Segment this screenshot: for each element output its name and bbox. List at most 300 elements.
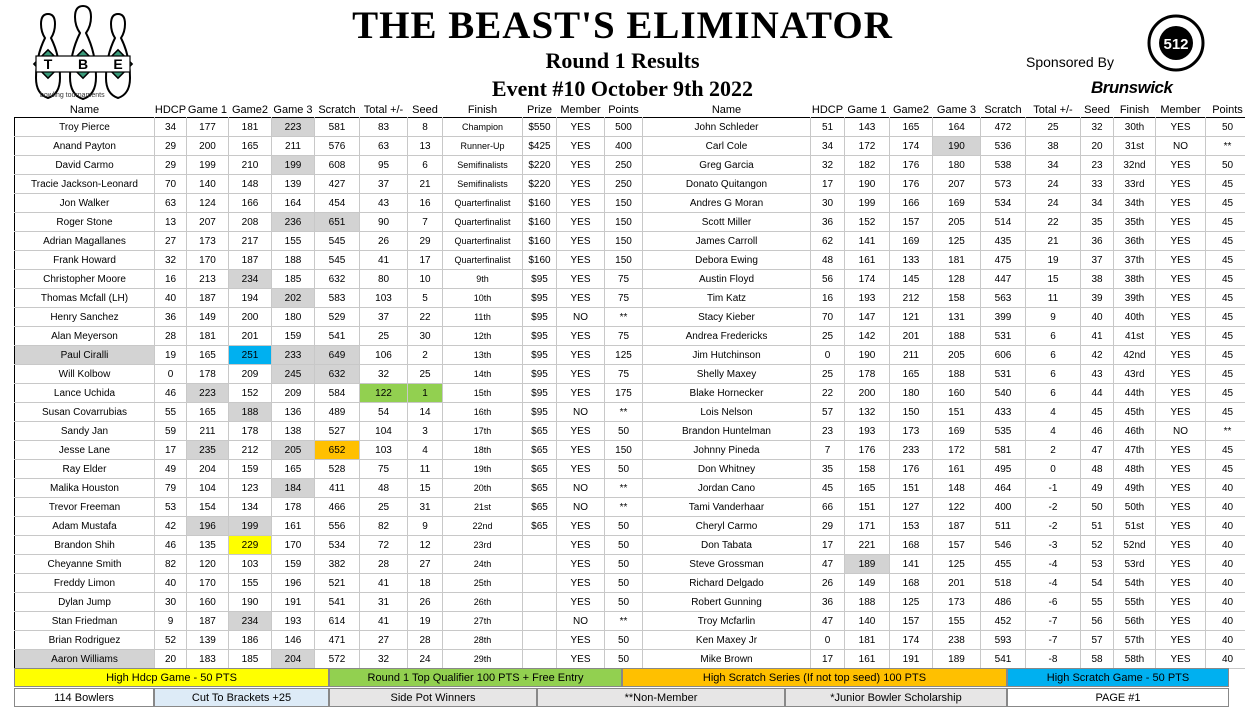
table-cell: 150	[605, 194, 643, 213]
table-cell: 43rd	[1114, 365, 1156, 384]
table-cell: 18	[408, 574, 443, 593]
table-cell: 176	[890, 460, 933, 479]
table-cell: -2	[1026, 498, 1081, 517]
table-cell: YES	[557, 536, 605, 555]
table-cell: YES	[1156, 631, 1206, 650]
table-cell: 28	[408, 631, 443, 650]
table-cell: 213	[187, 270, 229, 289]
bowler-name-cell: Tracie Jackson-Leonard	[15, 175, 155, 194]
table-cell: 47	[1081, 441, 1114, 460]
table-cell: $65	[523, 441, 557, 460]
table-cell: 40	[1206, 479, 1245, 498]
table-cell: 534	[981, 194, 1026, 213]
table-cell: 147	[845, 308, 890, 327]
table-cell: 169	[890, 232, 933, 251]
table-cell: 7	[811, 441, 845, 460]
table-cell: 24	[1026, 175, 1081, 194]
column-header: Game 1	[187, 104, 228, 116]
table-cell: 538	[981, 156, 1026, 175]
table-cell: 541	[315, 593, 360, 612]
table-cell	[523, 650, 557, 669]
table-cell: **	[605, 308, 643, 327]
table-cell: 174	[890, 137, 933, 156]
bowler-name-cell: Richard Delgado	[643, 574, 811, 593]
table-cell: 90	[360, 213, 408, 232]
table-cell: 125	[890, 593, 933, 612]
bowler-name-cell: Austin Floyd	[643, 270, 811, 289]
table-cell: 159	[272, 327, 315, 346]
table-cell: 55th	[1114, 593, 1156, 612]
table-cell: 75	[360, 460, 408, 479]
table-cell: 80	[360, 270, 408, 289]
table-cell: Runner-Up	[443, 137, 523, 156]
table-cell: 205	[272, 441, 315, 460]
tbe-logo	[28, 4, 138, 104]
table-cell: 45	[1206, 289, 1245, 308]
table-cell: YES	[1156, 612, 1206, 631]
table-cell: YES	[1156, 289, 1206, 308]
table-cell: 593	[981, 631, 1026, 650]
legend-item: Round 1 Top Qualifier 100 PTS + Free Entry	[329, 668, 622, 687]
table-cell: $95	[523, 308, 557, 327]
table-cell: 40	[1206, 612, 1245, 631]
bowler-name-cell: Freddy Limon	[15, 574, 155, 593]
table-cell: 223	[187, 384, 229, 403]
table-cell: 103	[360, 289, 408, 308]
table-cell: 151	[845, 498, 890, 517]
table-cell: 47	[811, 612, 845, 631]
table-cell: 475	[981, 251, 1026, 270]
table-cell: 17	[811, 650, 845, 669]
table-cell: 10	[408, 270, 443, 289]
table-cell: YES	[557, 384, 605, 403]
column-header: Seed	[412, 104, 438, 116]
table-cell: 433	[981, 403, 1026, 422]
table-cell: YES	[557, 327, 605, 346]
bowler-name-cell: James Carroll	[643, 232, 811, 251]
table-cell: 6	[1026, 327, 1081, 346]
table-cell: 26	[360, 232, 408, 251]
table-cell: 128	[933, 270, 981, 289]
table-cell: 217	[229, 232, 272, 251]
table-cell: 34	[155, 118, 187, 137]
table-cell: 132	[845, 403, 890, 422]
table-cell: 43	[1081, 365, 1114, 384]
table-cell: YES	[557, 232, 605, 251]
table-cell: $65	[523, 460, 557, 479]
table-cell: 50	[1206, 156, 1245, 175]
table-cell	[523, 536, 557, 555]
table-cell: 527	[315, 422, 360, 441]
table-cell: 53	[1081, 555, 1114, 574]
logo-letter-e: E	[113, 56, 123, 72]
table-cell: 188	[272, 251, 315, 270]
table-cell: 48	[811, 251, 845, 270]
table-cell: 466	[315, 498, 360, 517]
footer-cell: Side Pot Winners	[329, 688, 537, 707]
table-cell: 606	[981, 346, 1026, 365]
table-cell: 25	[811, 365, 845, 384]
table-cell: 545	[315, 251, 360, 270]
table-cell: 1	[408, 384, 443, 403]
table-cell: 200	[845, 384, 890, 403]
table-cell: 82	[360, 517, 408, 536]
logo-letter-t: T	[43, 56, 53, 72]
table-cell: YES	[1156, 536, 1206, 555]
bowler-name-cell: Troy Mcfarlin	[643, 612, 811, 631]
bowler-name-cell: Don Whitney	[643, 460, 811, 479]
table-cell: -8	[1026, 650, 1081, 669]
table-cell: 42nd	[1114, 346, 1156, 365]
table-cell: YES	[557, 213, 605, 232]
bowler-name-cell: Jim Hutchinson	[643, 346, 811, 365]
bowler-name-cell: Blake Hornecker	[643, 384, 811, 403]
bowler-name-cell: Cheyanne Smith	[15, 555, 155, 574]
table-cell: NO	[557, 308, 605, 327]
table-cell: 39	[1081, 289, 1114, 308]
table-cell: 46	[1081, 422, 1114, 441]
table-cell: 33	[1081, 175, 1114, 194]
table-cell: YES	[557, 422, 605, 441]
table-cell: 6	[1026, 384, 1081, 403]
table-cell: 531	[981, 327, 1026, 346]
table-cell: 9	[1026, 308, 1081, 327]
table-cell: -1	[1026, 479, 1081, 498]
table-cell: 514	[981, 213, 1026, 232]
bowler-name-cell: Will Kolbow	[15, 365, 155, 384]
table-cell: 190	[229, 593, 272, 612]
table-cell: $95	[523, 270, 557, 289]
table-cell: 24th	[443, 555, 523, 574]
table-cell: 209	[272, 384, 315, 403]
table-cell: 56th	[1114, 612, 1156, 631]
table-cell: 2	[1026, 441, 1081, 460]
table-cell: $160	[523, 251, 557, 270]
table-cell: 25	[408, 365, 443, 384]
table-cell: 17	[811, 175, 845, 194]
table-cell: 172	[933, 441, 981, 460]
table-cell: 41	[1081, 327, 1114, 346]
footer-cell: **Non-Member	[537, 688, 785, 707]
table-cell: YES	[557, 194, 605, 213]
table-cell: 205	[933, 213, 981, 232]
table-cell: 25th	[443, 574, 523, 593]
bowler-name-cell: John Schleder	[643, 118, 811, 137]
table-cell: 151	[890, 479, 933, 498]
table-cell: 75	[605, 270, 643, 289]
table-cell: 188	[229, 403, 272, 422]
table-cell: 35	[811, 460, 845, 479]
table-cell: Semifinalists	[443, 156, 523, 175]
table-cell: 143	[845, 118, 890, 137]
table-cell: -4	[1026, 555, 1081, 574]
table-cell: 0	[811, 346, 845, 365]
table-cell	[523, 612, 557, 631]
table-cell: 50	[605, 555, 643, 574]
table-cell: 188	[933, 327, 981, 346]
table-cell: 45	[1206, 232, 1245, 251]
table-cell: 134	[229, 498, 272, 517]
table-cell: **	[1206, 422, 1245, 441]
column-header: Points	[1212, 104, 1243, 116]
table-cell: 187	[187, 612, 229, 631]
table-cell: 211	[187, 422, 229, 441]
table-cell: Quarterfinalist	[443, 251, 523, 270]
table-cell: 495	[981, 460, 1026, 479]
table-cell	[523, 574, 557, 593]
table-cell: 185	[229, 650, 272, 669]
table-cell: 165	[890, 365, 933, 384]
bowler-name-cell: Shelly Maxey	[643, 365, 811, 384]
table-cell: 152	[229, 384, 272, 403]
table-row	[15, 308, 1245, 327]
column-header: Game 3	[273, 104, 313, 116]
table-cell: **	[605, 479, 643, 498]
table-cell: 146	[272, 631, 315, 650]
table-row	[15, 232, 1245, 251]
table-cell: 27	[408, 555, 443, 574]
table-cell: 190	[845, 175, 890, 194]
table-cell: 165	[890, 118, 933, 137]
table-cell: 165	[272, 460, 315, 479]
table-cell: 34th	[1114, 194, 1156, 213]
bowler-name-cell: Christopher Moore	[15, 270, 155, 289]
table-cell: 50	[1081, 498, 1114, 517]
bowler-name-cell: Dylan Jump	[15, 593, 155, 612]
table-cell: YES	[557, 365, 605, 384]
table-cell: 165	[187, 403, 229, 422]
bowler-name-cell: Trevor Freeman	[15, 498, 155, 517]
bowler-name-cell: Scott Miller	[643, 213, 811, 232]
table-cell: 38th	[1114, 270, 1156, 289]
table-cell: 45	[811, 479, 845, 498]
table-cell: 37th	[1114, 251, 1156, 270]
table-cell: 205	[933, 346, 981, 365]
table-cell: 5	[408, 289, 443, 308]
table-row	[15, 498, 1245, 517]
table-cell: $160	[523, 194, 557, 213]
table-cell: 556	[315, 517, 360, 536]
table-cell: 193	[272, 612, 315, 631]
table-cell: YES	[1156, 517, 1206, 536]
logo-tagline: bowling tournaments	[40, 92, 105, 99]
table-cell: **	[605, 403, 643, 422]
table-cell: 50	[605, 574, 643, 593]
bowler-name-cell: Stan Friedman	[15, 612, 155, 631]
table-cell: 581	[981, 441, 1026, 460]
table-cell: $65	[523, 422, 557, 441]
table-cell: 45	[1206, 441, 1245, 460]
table-cell: 250	[605, 175, 643, 194]
table-cell: YES	[557, 137, 605, 156]
table-cell: 608	[315, 156, 360, 175]
table-cell: 164	[933, 118, 981, 137]
table-cell	[523, 555, 557, 574]
table-cell: 20	[155, 650, 187, 669]
table-row	[15, 555, 1245, 574]
table-cell: -7	[1026, 631, 1081, 650]
table-cell: 30th	[1114, 118, 1156, 137]
table-cell: 0	[811, 631, 845, 650]
column-header: Member	[560, 104, 601, 116]
table-cell: $65	[523, 479, 557, 498]
table-cell: 400	[981, 498, 1026, 517]
table-cell: 40	[1206, 650, 1245, 669]
table-cell: 535	[981, 422, 1026, 441]
bowler-name-cell: Brandon Shih	[15, 536, 155, 555]
table-cell: $550	[523, 118, 557, 137]
table-cell: 6	[408, 156, 443, 175]
table-cell: 13th	[443, 346, 523, 365]
table-cell: 45	[1081, 403, 1114, 422]
table-cell: 194	[229, 289, 272, 308]
table-cell: 40	[155, 289, 187, 308]
table-cell: 188	[845, 593, 890, 612]
table-cell: 221	[845, 536, 890, 555]
bowler-name-cell: Tim Katz	[643, 289, 811, 308]
table-cell: 399	[981, 308, 1026, 327]
table-cell: 83	[360, 118, 408, 137]
table-cell: 447	[981, 270, 1026, 289]
table-cell: 181	[933, 251, 981, 270]
table-cell: 48	[1081, 460, 1114, 479]
table-cell: NO	[557, 479, 605, 498]
table-cell: 0	[155, 365, 187, 384]
table-cell: 135	[187, 536, 229, 555]
table-cell: 177	[187, 118, 229, 137]
bowler-name-cell: Andrea Fredericks	[643, 327, 811, 346]
table-cell: 187	[933, 517, 981, 536]
table-cell: 42	[1081, 346, 1114, 365]
table-row	[15, 327, 1245, 346]
table-cell: 161	[845, 650, 890, 669]
table-cell: 175	[605, 384, 643, 403]
footer-cell: Cut To Brackets +25	[154, 688, 329, 707]
table-cell: 576	[315, 137, 360, 156]
table-cell: YES	[1156, 441, 1206, 460]
table-cell: 511	[981, 517, 1026, 536]
table-cell: 26th	[443, 593, 523, 612]
table-cell: $65	[523, 498, 557, 517]
bowler-name-cell: Carl Cole	[643, 137, 811, 156]
table-cell: 159	[272, 555, 315, 574]
table-cell: 45	[1206, 213, 1245, 232]
table-cell: YES	[1156, 346, 1206, 365]
table-cell: 41	[360, 251, 408, 270]
table-cell: 24	[1026, 194, 1081, 213]
table-cell: 196	[187, 517, 229, 536]
table-cell: 178	[187, 365, 229, 384]
table-cell: 120	[187, 555, 229, 574]
bowler-name-cell: Malika Houston	[15, 479, 155, 498]
table-cell: 471	[315, 631, 360, 650]
table-cell: 29	[155, 156, 187, 175]
table-cell: 155	[229, 574, 272, 593]
table-cell: 45	[1206, 194, 1245, 213]
table-cell: 40	[1206, 555, 1245, 574]
bowler-name-cell: Debora Ewing	[643, 251, 811, 270]
bowler-name-cell: Frank Howard	[15, 251, 155, 270]
table-cell: **	[605, 498, 643, 517]
table-cell: 190	[933, 137, 981, 156]
table-row	[15, 270, 1245, 289]
table-cell: 168	[890, 574, 933, 593]
bowler-name-cell: Roger Stone	[15, 213, 155, 232]
table-cell: 44	[1081, 384, 1114, 403]
column-header: Finish	[1119, 104, 1150, 116]
sponsor-label: Sponsored By	[1026, 54, 1114, 70]
table-cell: 153	[890, 517, 933, 536]
table-cell: 37	[360, 175, 408, 194]
table-cell: 32	[360, 650, 408, 669]
table-cell: 236	[272, 213, 315, 232]
column-header: Points	[608, 104, 639, 116]
column-header: Game 3	[936, 104, 977, 116]
table-cell: 57	[811, 403, 845, 422]
table-cell: 208	[229, 213, 272, 232]
table-cell: 50	[605, 536, 643, 555]
table-cell: 17	[408, 251, 443, 270]
bowler-name-cell: Lance Uchida	[15, 384, 155, 403]
table-cell: 157	[890, 213, 933, 232]
table-cell: 140	[187, 175, 229, 194]
table-cell: YES	[1156, 479, 1206, 498]
page-subtitle: Round 1 Results	[545, 48, 700, 73]
page-title: THE BEAST'S ELIMINATOR	[352, 4, 893, 47]
column-header: Game2	[231, 104, 269, 116]
table-cell: YES	[1156, 403, 1206, 422]
table-cell: 45	[1206, 346, 1245, 365]
table-cell: 41st	[1114, 327, 1156, 346]
table-cell: 2	[408, 346, 443, 365]
table-cell: 48th	[1114, 460, 1156, 479]
table-cell: 121	[890, 308, 933, 327]
table-cell: 190	[845, 346, 890, 365]
table-cell: 104	[360, 422, 408, 441]
bowler-name-cell: Mike Brown	[643, 650, 811, 669]
table-row	[15, 460, 1245, 479]
table-cell: YES	[1156, 650, 1206, 669]
table-row	[15, 403, 1245, 422]
table-cell: 181	[187, 327, 229, 346]
table-cell: 45	[1206, 403, 1245, 422]
table-cell: 161	[845, 251, 890, 270]
table-cell: 25	[811, 327, 845, 346]
table-cell: 34	[1026, 156, 1081, 175]
table-cell: 209	[229, 365, 272, 384]
table-cell: 29th	[443, 650, 523, 669]
table-cell: 211	[890, 346, 933, 365]
table-cell: 26	[811, 574, 845, 593]
table-cell: $160	[523, 213, 557, 232]
bowler-name-cell: Ray Elder	[15, 460, 155, 479]
table-cell: $425	[523, 137, 557, 156]
table-cell: 12th	[443, 327, 523, 346]
table-cell: 202	[272, 289, 315, 308]
table-cell: YES	[557, 517, 605, 536]
legend-item: High Scratch Series (If not top seed) 100 PTS	[622, 668, 1007, 687]
table-cell: 11th	[443, 308, 523, 327]
table-cell: 541	[315, 327, 360, 346]
table-cell: 19	[155, 346, 187, 365]
table-row	[15, 156, 1245, 175]
table-cell: 30	[408, 327, 443, 346]
table-cell: 50th	[1114, 498, 1156, 517]
table-row	[15, 517, 1245, 536]
table-cell: 540	[981, 384, 1026, 403]
table-cell: 24	[408, 650, 443, 669]
table-cell: 150	[605, 232, 643, 251]
